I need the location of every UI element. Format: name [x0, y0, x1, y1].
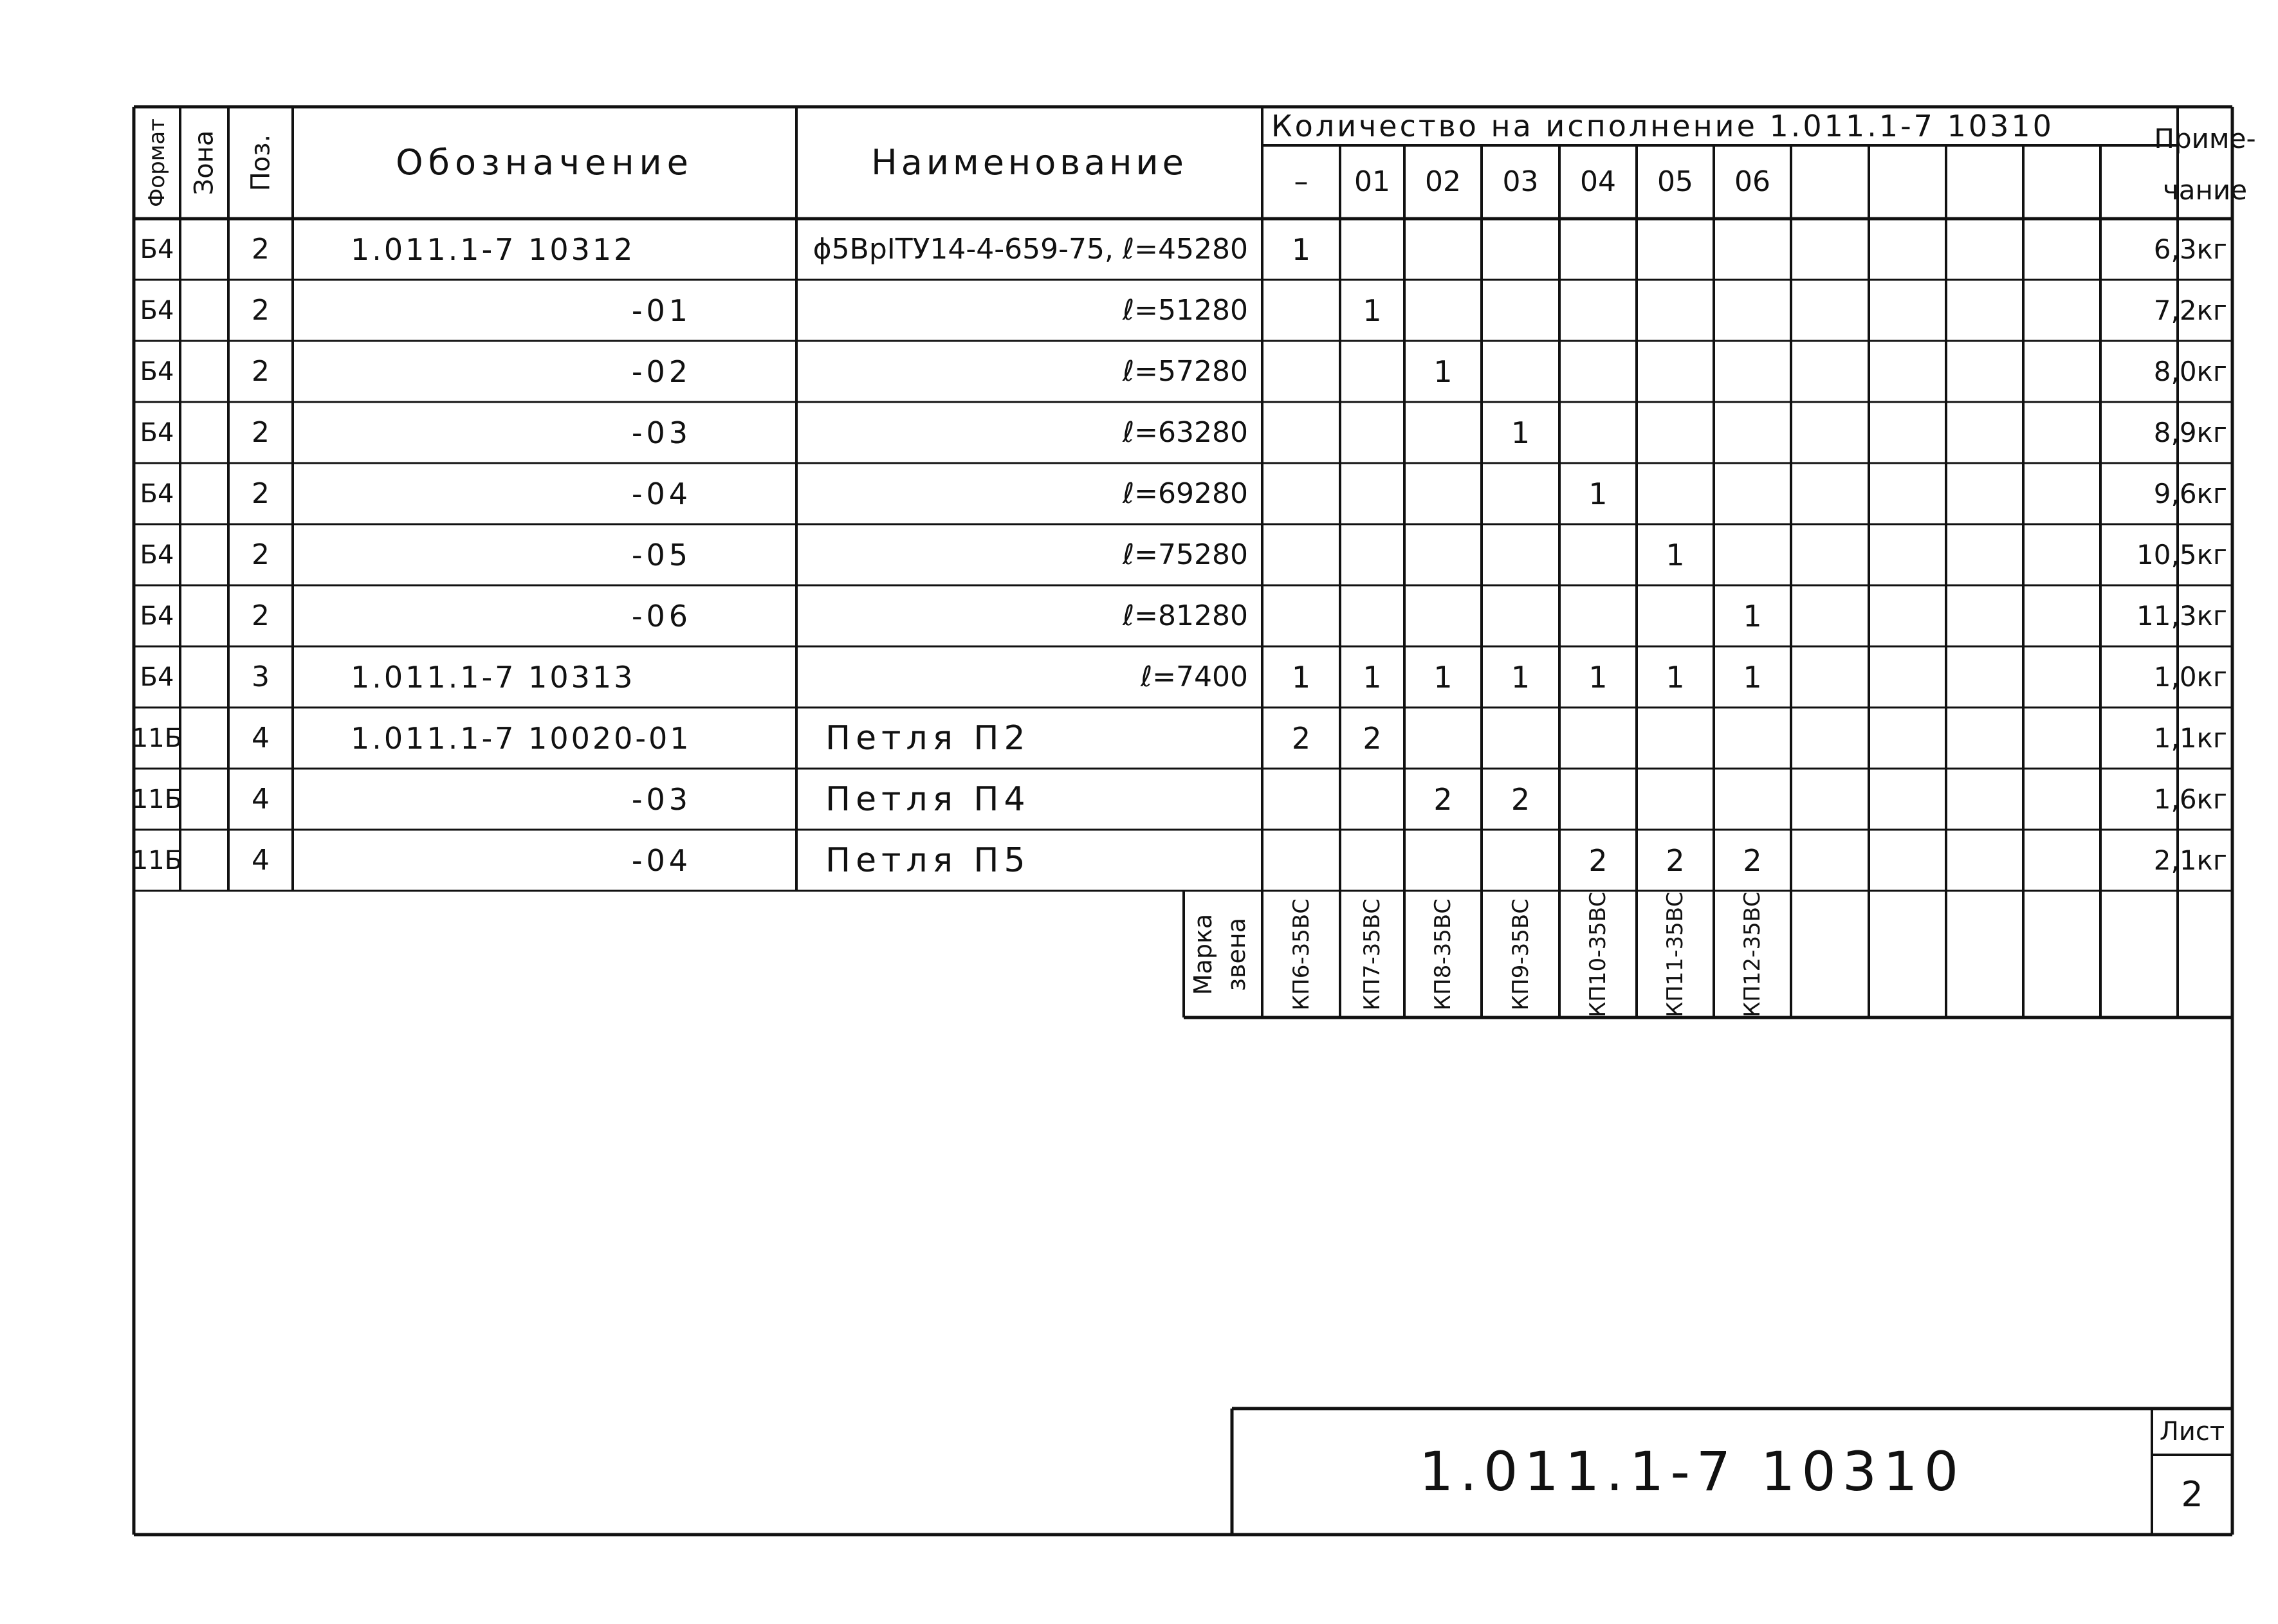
row-note: 1,0кг — [2153, 661, 2227, 693]
row-zone — [180, 402, 228, 463]
row-designation: -03 — [631, 415, 692, 450]
marks-label-line2 — [1217, 891, 1256, 1017]
row-qty: 2 — [1743, 843, 1762, 878]
row-format: Б4 — [140, 601, 174, 631]
row-qty — [1340, 341, 1404, 402]
header-note-line2: чание — [2162, 174, 2248, 206]
row-qty — [1714, 524, 1791, 585]
mark-value-text: КП12-35ВС — [1740, 891, 1766, 1017]
row-qty — [1637, 463, 1714, 524]
row-qty — [1482, 524, 1559, 585]
row-format: 11Б — [131, 723, 183, 753]
row-qty: 1 — [1511, 415, 1530, 450]
row-zone — [180, 707, 228, 769]
mark-value — [1482, 891, 1559, 1017]
row-qty — [1262, 402, 1340, 463]
row-qty: 1 — [1363, 659, 1382, 695]
row-note: 10,5кг — [2136, 538, 2227, 570]
row-qty — [1559, 769, 1637, 830]
row-qty: 1 — [1291, 232, 1311, 267]
mark-value — [1637, 891, 1714, 1017]
title-sheet-label: Лист — [2159, 1417, 2225, 1446]
row-qty — [1340, 585, 1404, 646]
row-format: Б4 — [140, 662, 174, 692]
row-qty — [1482, 830, 1559, 891]
row-pos: 2 — [252, 232, 270, 266]
row-designation: -01 — [631, 293, 692, 328]
row-format: Б4 — [140, 417, 174, 448]
row-qty — [1262, 280, 1340, 341]
title-document-number: 1.011.1-7 10310 — [1419, 1440, 1965, 1503]
row-name: ℓ=57280 — [1122, 354, 1248, 388]
row-zone — [180, 463, 228, 524]
row-qty: 1 — [1433, 659, 1453, 695]
row-qty — [1262, 769, 1340, 830]
header-zone-text: Зона — [189, 130, 219, 196]
row-qty: 1 — [1666, 659, 1685, 695]
row-qty: 2 — [1666, 843, 1685, 878]
header-variant-3: 03 — [1502, 165, 1539, 198]
row-note: 9,6кг — [2153, 477, 2227, 509]
row-qty — [1559, 707, 1637, 769]
row-qty — [1559, 341, 1637, 402]
row-qty — [1714, 707, 1791, 769]
row-qty — [1482, 341, 1559, 402]
row-designation: -04 — [631, 476, 692, 511]
row-qty — [1637, 402, 1714, 463]
row-zone — [180, 830, 228, 891]
row-name: ℓ=51280 — [1122, 293, 1248, 327]
mark-value-text: КП7-35ВС — [1359, 898, 1385, 1010]
row-qty — [1559, 280, 1637, 341]
row-designation: -05 — [631, 537, 692, 572]
row-qty: 1 — [1743, 598, 1762, 634]
row-qty — [1559, 219, 1637, 280]
row-note: 1,6кг — [2153, 783, 2227, 815]
row-qty — [1559, 585, 1637, 646]
header-variant-5: 05 — [1657, 165, 1693, 198]
header-pos-text: Поз. — [245, 134, 275, 192]
row-qty: 1 — [1743, 659, 1762, 695]
header-variant-8 — [1869, 145, 1946, 219]
row-qty — [1637, 585, 1714, 646]
header-zone — [180, 107, 228, 219]
row-qty — [1482, 463, 1559, 524]
row-qty: 2 — [1291, 720, 1311, 756]
header-pos — [228, 107, 293, 219]
row-format: 11Б — [131, 845, 183, 875]
row-qty — [1559, 402, 1637, 463]
header-note-line1: Приме- — [2154, 123, 2256, 154]
row-zone — [180, 280, 228, 341]
row-qty — [1340, 402, 1404, 463]
row-qty — [1714, 769, 1791, 830]
row-qty — [1404, 830, 1482, 891]
row-pos: 3 — [252, 660, 270, 693]
row-qty — [1404, 585, 1482, 646]
header-variant-0: – — [1294, 165, 1309, 198]
row-qty: 2 — [1511, 781, 1530, 817]
row-name: ℓ=69280 — [1122, 477, 1248, 510]
row-qty — [1559, 524, 1637, 585]
row-qty — [1714, 463, 1791, 524]
row-qty — [1404, 524, 1482, 585]
header-variant-9 — [1946, 145, 2023, 219]
row-name: ℓ=81280 — [1122, 599, 1248, 632]
row-qty: 1 — [1588, 476, 1608, 511]
row-qty — [1637, 280, 1714, 341]
row-pos: 2 — [252, 538, 270, 571]
row-qty — [1262, 524, 1340, 585]
row-pos: 4 — [252, 782, 270, 816]
row-note: 8,9кг — [2153, 416, 2227, 448]
mark-value — [1559, 891, 1637, 1017]
row-format: Б4 — [140, 356, 174, 387]
mark-value-text: КП6-35ВС — [1288, 898, 1314, 1010]
row-qty — [1714, 219, 1791, 280]
header-quantity-title: Количество на исполнение 1.011.1-7 10310 — [1271, 109, 2054, 143]
row-qty — [1262, 463, 1340, 524]
mark-value — [1404, 891, 1482, 1017]
row-note: 2,1кг — [2153, 844, 2227, 876]
row-qty — [1714, 341, 1791, 402]
row-qty: 1 — [1666, 537, 1685, 572]
mark-value — [1262, 891, 1340, 1017]
row-zone — [180, 769, 228, 830]
row-zone — [180, 219, 228, 280]
row-zone — [180, 341, 228, 402]
mark-value-text: КП9-35ВС — [1507, 898, 1534, 1010]
row-designation: -04 — [631, 843, 692, 878]
row-qty — [1404, 219, 1482, 280]
row-qty: 2 — [1363, 720, 1382, 756]
row-qty — [1637, 707, 1714, 769]
header-name: Наименование — [871, 142, 1188, 183]
header-variant-2: 02 — [1425, 165, 1461, 198]
row-note: 6,3кг — [2153, 233, 2227, 265]
row-zone — [180, 585, 228, 646]
row-designation: 1.011.1-7 10020-01 — [351, 720, 692, 756]
row-designation: 1.011.1-7 10313 — [351, 659, 636, 695]
row-qty — [1340, 219, 1404, 280]
marks-label-line1 — [1184, 891, 1222, 1017]
header-format — [134, 107, 180, 219]
header-variant-4: 04 — [1580, 165, 1616, 198]
row-qty: 1 — [1363, 293, 1382, 328]
row-qty — [1482, 280, 1559, 341]
row-format: Б4 — [140, 479, 174, 509]
row-format: Б4 — [140, 234, 174, 264]
row-qty — [1714, 402, 1791, 463]
row-qty — [1637, 219, 1714, 280]
row-pos: 4 — [252, 843, 270, 877]
row-designation: -06 — [631, 598, 692, 634]
row-qty — [1262, 830, 1340, 891]
row-qty — [1340, 769, 1404, 830]
row-format: Б4 — [140, 540, 174, 570]
row-designation: -02 — [631, 354, 692, 389]
row-qty — [1404, 463, 1482, 524]
header-variant-11 — [2100, 145, 2178, 219]
row-pos: 2 — [252, 415, 270, 449]
row-note: 8,0кг — [2153, 355, 2227, 387]
header-variant-6: 06 — [1734, 165, 1770, 198]
row-name: Петля П5 — [825, 841, 1031, 880]
row-zone — [180, 646, 228, 707]
row-designation: -03 — [631, 781, 692, 817]
row-qty — [1404, 707, 1482, 769]
row-pos: 2 — [252, 293, 270, 327]
row-pos: 2 — [252, 477, 270, 510]
row-name: ϕ5ВрIТУ14-4-659-75, ℓ=45280 — [813, 232, 1248, 266]
row-qty — [1404, 402, 1482, 463]
row-pos: 2 — [252, 354, 270, 388]
mark-value — [1714, 891, 1791, 1017]
row-qty: 1 — [1291, 659, 1311, 695]
row-name: ℓ=63280 — [1122, 415, 1248, 449]
row-qty — [1482, 585, 1559, 646]
mark-value-text: КП11-35ВС — [1662, 891, 1689, 1017]
row-qty — [1404, 280, 1482, 341]
row-qty — [1482, 707, 1559, 769]
marks-label-line1-text: Марка — [1189, 913, 1217, 995]
row-name: ℓ=7400 — [1140, 660, 1248, 693]
row-note: 7,2кг — [2153, 294, 2227, 326]
header-format-text: Формат — [144, 118, 170, 207]
header-variant-1: 01 — [1354, 165, 1390, 198]
header-designation: Обозначение — [396, 142, 694, 183]
header-variant-7 — [1791, 145, 1869, 219]
row-qty — [1637, 341, 1714, 402]
row-note: 1,1кг — [2153, 722, 2227, 754]
row-qty: 1 — [1511, 659, 1530, 695]
marks-label-line2-text: звена — [1222, 917, 1251, 991]
row-pos: 2 — [252, 599, 270, 632]
row-name: Петля П4 — [825, 780, 1031, 819]
row-qty — [1262, 341, 1340, 402]
title-sheet-number: 2 — [2181, 1474, 2203, 1515]
row-qty — [1637, 769, 1714, 830]
mark-value-text: КП8-35ВС — [1430, 898, 1456, 1010]
row-qty — [1340, 463, 1404, 524]
row-name: Петля П2 — [825, 718, 1031, 758]
row-zone — [180, 524, 228, 585]
row-qty: 1 — [1588, 659, 1608, 695]
row-qty — [1482, 219, 1559, 280]
row-qty: 1 — [1433, 354, 1453, 389]
row-format: 11Б — [131, 784, 183, 814]
row-qty — [1714, 280, 1791, 341]
row-name: ℓ=75280 — [1122, 538, 1248, 571]
row-qty: 2 — [1588, 843, 1608, 878]
row-format: Б4 — [140, 295, 174, 325]
mark-value — [1340, 891, 1404, 1017]
row-designation: 1.011.1-7 10312 — [351, 232, 636, 267]
row-qty: 2 — [1433, 781, 1453, 817]
row-pos: 4 — [252, 721, 270, 754]
header-variant-10 — [2023, 145, 2100, 219]
row-note: 11,3кг — [2136, 599, 2227, 632]
row-qty — [1340, 830, 1404, 891]
row-qty — [1262, 585, 1340, 646]
mark-value-text: КП10-35ВС — [1585, 891, 1612, 1017]
row-qty — [1340, 524, 1404, 585]
